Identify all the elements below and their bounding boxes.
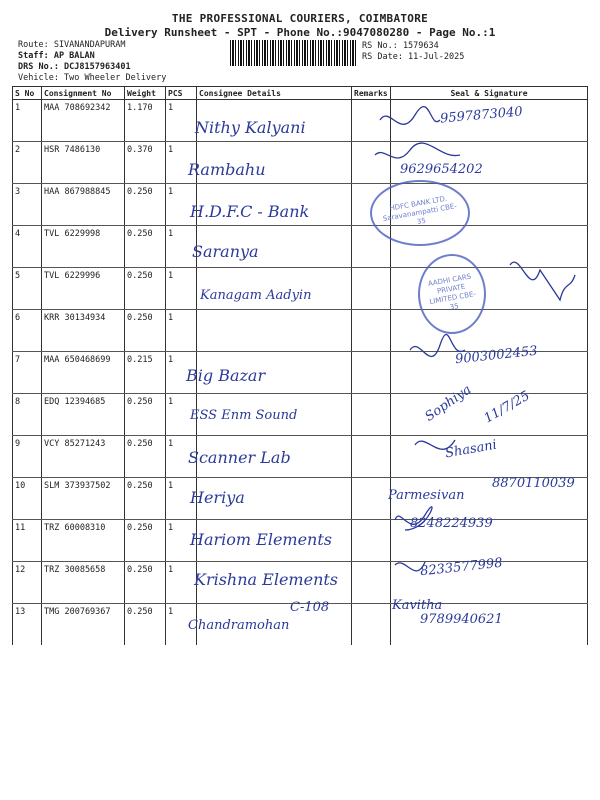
cell-wt: 0.250 <box>125 310 166 352</box>
hw-name-2: Rambahu <box>188 160 266 179</box>
hw-name-9: Heriya <box>190 488 245 507</box>
rs-number: RS No.: 1579634 <box>362 41 439 51</box>
signature-row-9 <box>415 440 455 449</box>
cell-sno: 2 <box>13 142 42 184</box>
meta-left <box>18 40 166 84</box>
hw-phone-3: 9003002453 <box>454 343 539 368</box>
table-header-row <box>13 87 588 100</box>
cell-sno: 7 <box>13 352 42 394</box>
hw-name-10: Hariom Elements <box>190 530 332 549</box>
cell-wt: 0.250 <box>125 268 166 310</box>
cell-con: TRZ 30085658 <box>42 562 125 604</box>
meta-right <box>362 41 464 63</box>
rs-date: RS Date: 11-Jul-2025 <box>362 52 465 62</box>
cell-pcs: 1 <box>166 520 197 562</box>
cell-wt: 0.250 <box>125 562 166 604</box>
hw-phone-2: 9629654202 <box>400 162 483 177</box>
cell-sno: 12 <box>13 562 42 604</box>
cell-wt: 0.215 <box>125 352 166 394</box>
hw-name-1: Nithy Kalyani <box>195 118 306 137</box>
cell-wt: 0.370 <box>125 142 166 184</box>
route-label: Route: SIVANANDAPURAM <box>18 40 126 50</box>
header-pcs: PCS <box>166 87 197 100</box>
cell-pcs: 1 <box>166 436 197 478</box>
cell-sno: 8 <box>13 394 42 436</box>
cell-pcs: 1 <box>166 142 197 184</box>
hw-name-3: H.D.F.C - Bank <box>190 202 310 221</box>
company-title: THE PROFESSIONAL COURIERS, COIMBATORE <box>171 12 429 25</box>
cell-con: TRZ 60008310 <box>42 520 125 562</box>
cell-sno: 4 <box>13 226 42 268</box>
signature-scribbles <box>370 100 600 660</box>
signature-row-7 <box>410 335 465 357</box>
cell-sno: 6 <box>13 310 42 352</box>
signature-row-12 <box>395 562 425 571</box>
hw-phone-1: 9597873040 <box>439 104 524 127</box>
cell-wt: 0.250 <box>125 226 166 268</box>
runsheet-subtitle: Delivery Runsheet - SPT - Phone No.:9047080280 - Page No.:1 <box>104 26 496 39</box>
cell-wt: 0.250 <box>125 436 166 478</box>
aadhi-cars-stamp: AADHI CARS PRIVATE LIMITED CBE-35 <box>418 254 486 334</box>
signature-row-1 <box>380 107 440 125</box>
hw-sign-sophiya: Sophiya <box>422 382 475 425</box>
cell-pcs: 1 <box>166 394 197 436</box>
cell-con: SLM 373937502 <box>42 478 125 520</box>
hw-phone-6: 8233577998 <box>419 555 504 580</box>
cell-pcs: 1 <box>166 562 197 604</box>
barcode <box>230 40 356 66</box>
cell-con: HSR 7486130 <box>42 142 125 184</box>
cell-sno: 3 <box>13 184 42 226</box>
drs-label: DRS No.: DCJ8157963401 <box>18 62 131 72</box>
hw-name-11: Krishna Elements <box>194 570 339 589</box>
header-consignment: Consignment No <box>42 87 125 100</box>
hw-phone-5: 8248224939 <box>410 516 493 531</box>
hw-phone-4: 8870110039 <box>492 476 575 491</box>
hw-name-6: Big Bazar <box>186 366 266 385</box>
cell-con: EDQ 12394685 <box>42 394 125 436</box>
cell-pcs: 1 <box>166 478 197 520</box>
cell-con: KRR 30134934 <box>42 310 125 352</box>
hw-sign-parmesivan: Parmesivan <box>388 488 465 503</box>
hw-name-5: Kanagam Aadyin <box>200 288 312 303</box>
cell-con: TVL 6229996 <box>42 268 125 310</box>
cell-sno: 11 <box>13 520 42 562</box>
staff-label: Staff: AP BALAN <box>18 51 95 61</box>
header-signature: Seal & Signature <box>391 87 588 100</box>
signature-row-6 <box>510 262 575 300</box>
cell-con: TMG 200769367 <box>42 604 125 646</box>
hw-name-8: Scanner Lab <box>188 448 291 467</box>
cell-pcs: 1 <box>166 268 197 310</box>
cell-det <box>197 310 352 352</box>
cell-sno: 9 <box>13 436 42 478</box>
hw-name-4: Saranya <box>192 242 259 261</box>
cell-wt: 0.250 <box>125 604 166 646</box>
header-weight: Weight <box>125 87 166 100</box>
cell-pcs: 1 <box>166 352 197 394</box>
cell-wt: 0.250 <box>125 184 166 226</box>
hw-phone-7: 9789940621 <box>420 612 503 627</box>
cell-wt: 0.250 <box>125 478 166 520</box>
header-consignee: Consignee Details <box>197 87 352 100</box>
hw-name-7: ESS Enm Sound <box>190 408 298 423</box>
signature-row-2 <box>375 143 460 158</box>
cell-sno: 1 <box>13 100 42 142</box>
cell-pcs: 1 <box>166 184 197 226</box>
cell-wt: 0.250 <box>125 394 166 436</box>
cell-wt: 0.250 <box>125 520 166 562</box>
cell-sno: 5 <box>13 268 42 310</box>
cell-con: HAA 867988845 <box>42 184 125 226</box>
hdfc-bank-stamp: HDFC BANK LTD. Saravanampatti CBE-35 <box>370 180 470 246</box>
header-sno: S No <box>13 87 42 100</box>
hw-name-13: Chandramohan <box>188 618 290 633</box>
hw-sign-kavitha: Kavitha <box>392 598 443 613</box>
cell-con: TVL 6229998 <box>42 226 125 268</box>
cell-pcs: 1 <box>166 100 197 142</box>
cell-sno: 13 <box>13 604 42 646</box>
vehicle-label: Vehicle: Two Wheeler Delivery <box>18 73 167 83</box>
hw-sign-shasani: Shasani <box>444 437 498 462</box>
cell-sno: 10 <box>13 478 42 520</box>
cell-wt: 1.170 <box>125 100 166 142</box>
cell-con: MAA 650468699 <box>42 352 125 394</box>
cell-pcs: 1 <box>166 604 197 646</box>
cell-pcs: 1 <box>166 310 197 352</box>
header-remarks: Remarks <box>352 87 391 100</box>
hw-sign-date: 11/7/25 <box>481 388 533 427</box>
hw-name-12: C-108 <box>290 600 330 615</box>
cell-con: MAA 708692342 <box>42 100 125 142</box>
signature-row-11 <box>395 507 432 530</box>
cell-pcs: 1 <box>166 226 197 268</box>
cell-con: VCY 85271243 <box>42 436 125 478</box>
